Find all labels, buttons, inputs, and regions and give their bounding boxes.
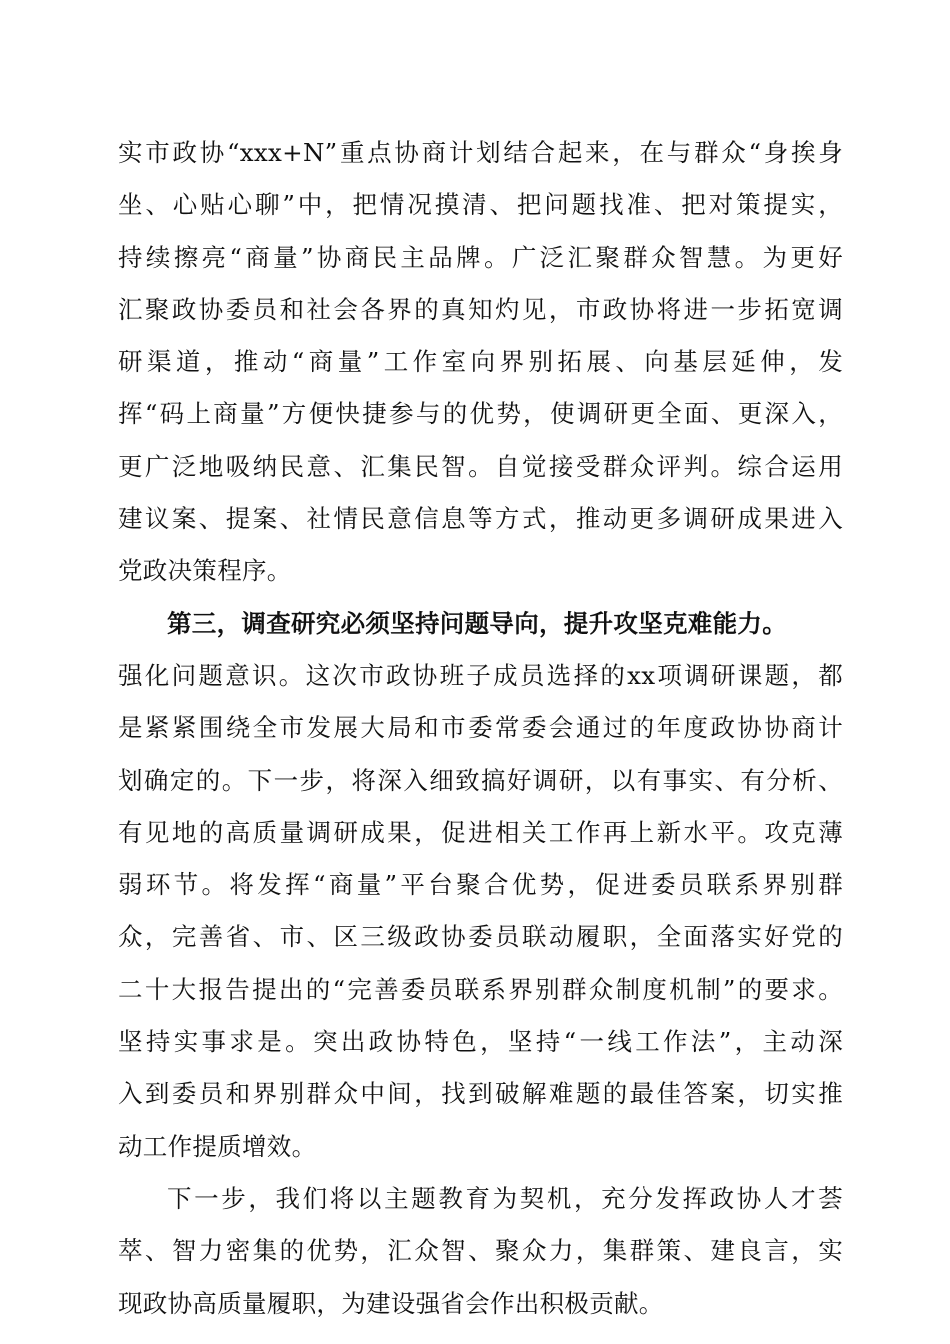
document-body xyxy=(118,133,843,1336)
section-heading: 第三，调查研究必须坚持问题导向，提升攻坚克难能力。 xyxy=(167,608,787,638)
text-line: 划确定的。下一步，将深入细致搞好调研，以有事实、有分析、 xyxy=(118,765,843,795)
text-line: 坚持实事求是。突出政协特色，坚持“一线工作法”，主动深 xyxy=(118,1027,843,1057)
text-line: 更广泛地吸纳民意、汇集民智。自觉接受群众评判。综合运用 xyxy=(118,451,843,481)
text-line: 研渠道，推动“商量”工作室向界别拓展、向基层延伸，发 xyxy=(118,347,843,377)
text-line: 建议案、提案、社情民意信息等方式，推动更多调研成果进入 xyxy=(118,504,843,534)
text-line: 实市政协“xxx+N”重点协商计划结合起来，在与群众“身挨身 xyxy=(118,138,843,167)
text-line: 二十大报告提出的“完善委员联系界别群众制度机制”的要求。 xyxy=(118,974,843,1004)
text-line: 入到委员和界别群众中间，找到破解难题的最佳答案，切实推 xyxy=(118,1079,843,1109)
text-line: 有见地的高质量调研成果，促进相关工作再上新水平。攻克薄 xyxy=(118,817,843,847)
text-line: 是紧紧围绕全市发展大局和市委常委会通过的年度政协协商计 xyxy=(118,713,843,743)
text-line: 现政协高质量履职，为建设强省会作出积极贡献。 xyxy=(118,1288,664,1318)
text-line: 萃、智力密集的优势，汇众智、聚众力，集群策、建良言，实 xyxy=(118,1236,843,1266)
text-line: 党政决策程序。 xyxy=(118,556,292,586)
text-line: 强化问题意识。这次市政协班子成员选择的xx项调研课题，都 xyxy=(118,660,843,690)
text-line: 众，完善省、市、区三级政协委员联动履职，全面落实好党的 xyxy=(118,922,843,952)
text-line: 汇聚政协委员和社会各界的真知灼见，市政协将进一步拓宽调 xyxy=(118,294,843,324)
text-line: 坐、心贴心聊”中，把情况摸清、把问题找准、把对策提实， xyxy=(118,190,843,220)
text-line: 动工作提质增效。 xyxy=(118,1131,317,1161)
text-line: 持续擦亮“商量”协商民主品牌。广泛汇聚群众智慧。为更好 xyxy=(118,242,843,272)
text-line: 弱环节。将发挥“商量”平台聚合优势，促进委员联系界别群 xyxy=(118,870,843,900)
text-line: 挥“码上商量”方便快捷参与的优势，使调研更全面、更深入， xyxy=(118,399,843,429)
text-line: 下一步，我们将以主题教育为契机，充分发挥政协人才荟 xyxy=(167,1183,843,1213)
